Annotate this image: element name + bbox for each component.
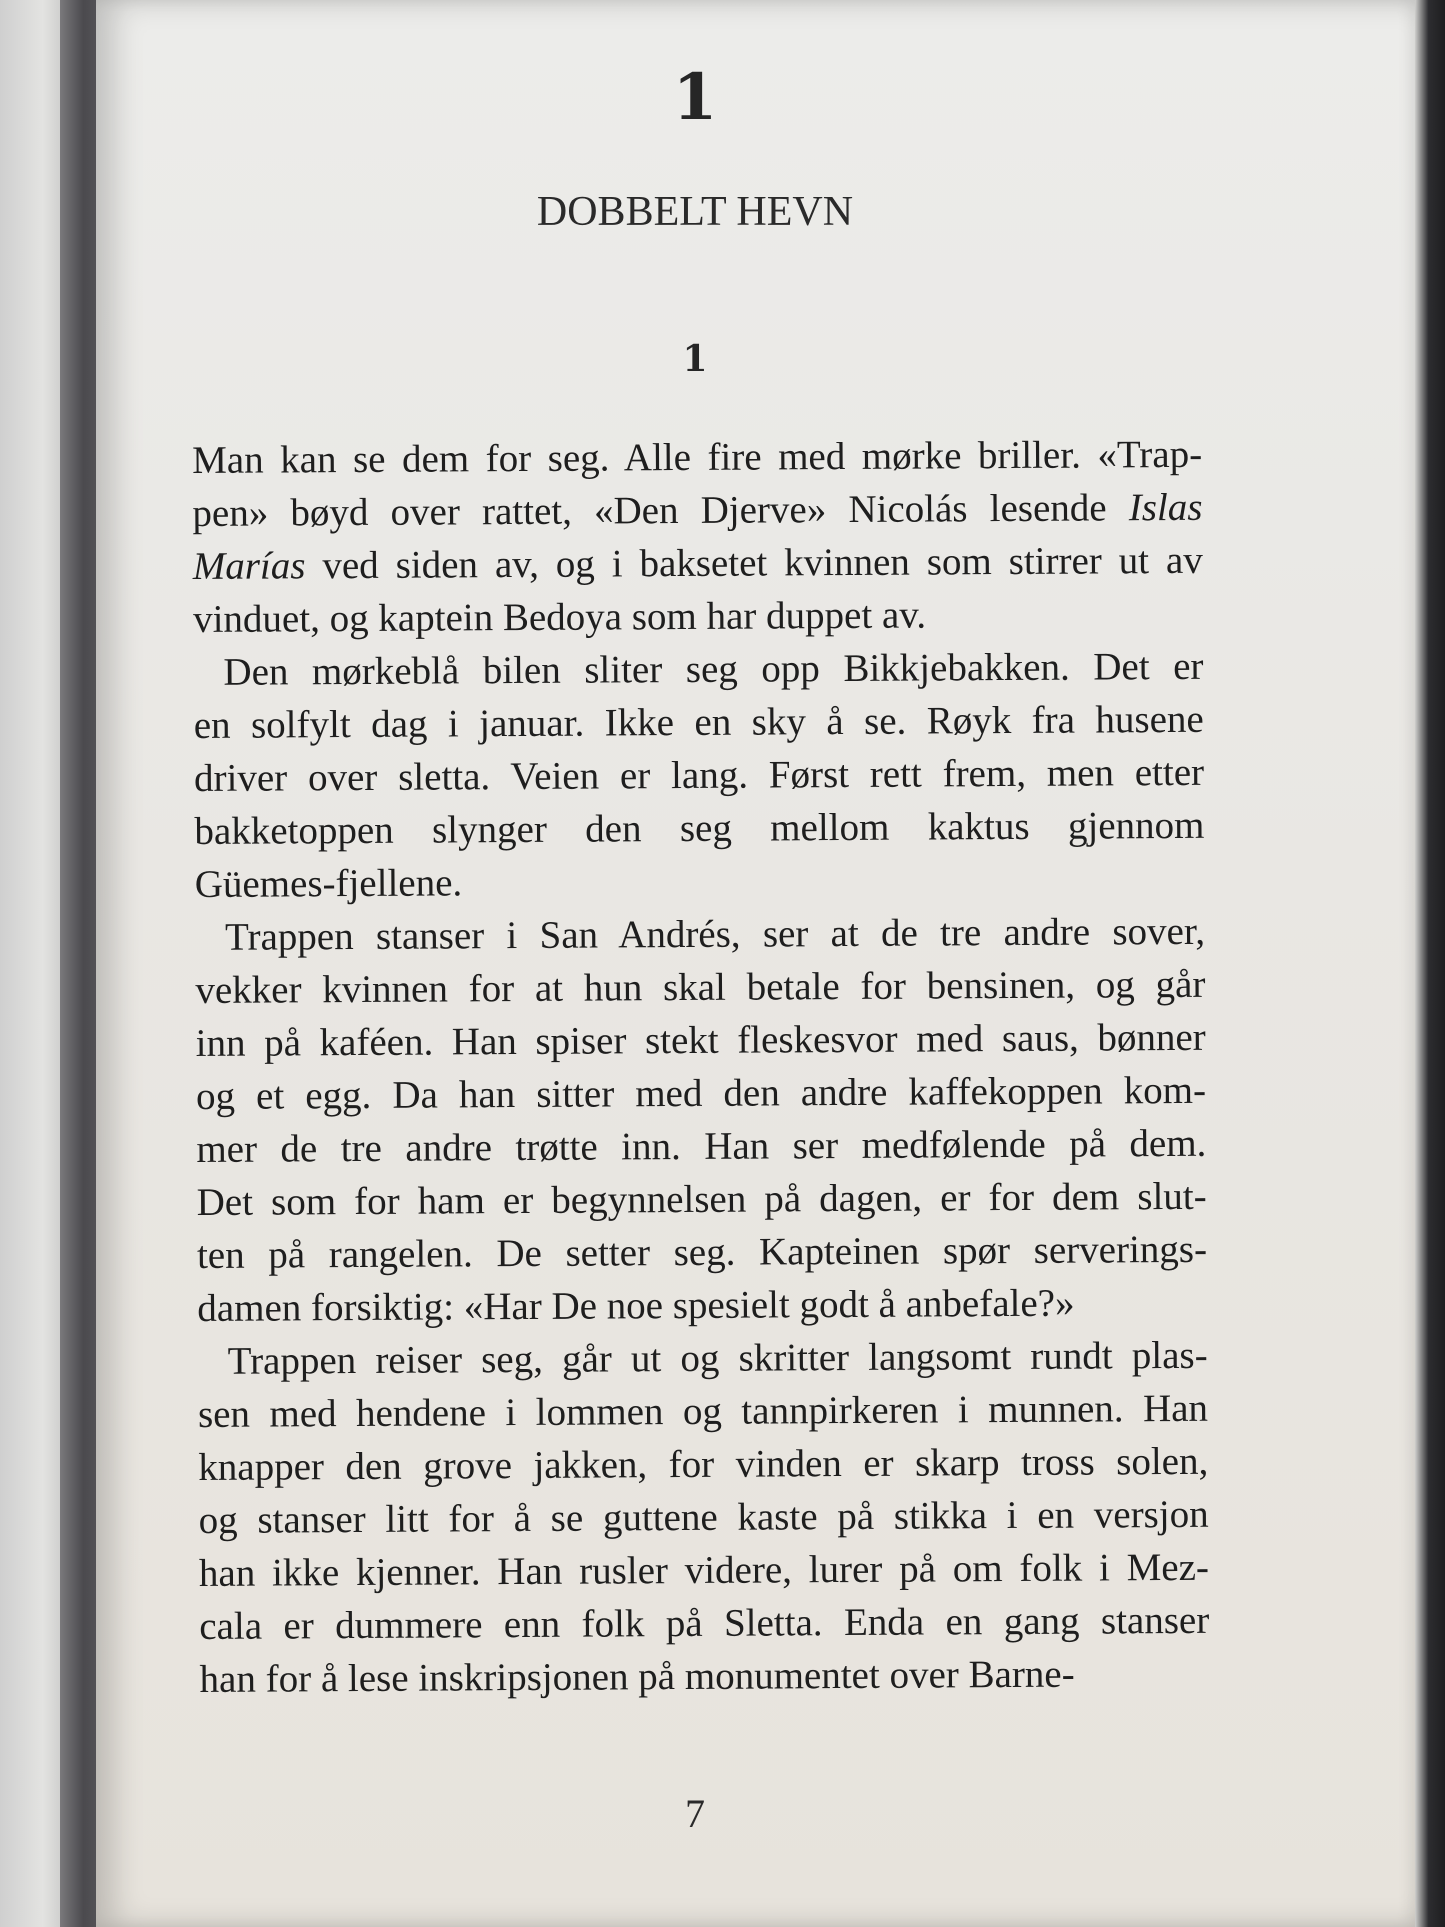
text-line: inn på kaféen. Han spiser stekt fleskesvor med saus, bønner bbox=[195, 1015, 1206, 1065]
text-line: cala er dummere enn folk på Sletta. Enda en gang stanser bbox=[199, 1598, 1210, 1648]
text-line: Güemes-fjellene. bbox=[194, 861, 463, 906]
text-line: vekker kvinnen for at hun skal betale for bensinen, og går bbox=[195, 962, 1206, 1012]
text-line: han ikke kjenner. Han rusler videre, lurer på om folk i Mez- bbox=[198, 1545, 1210, 1595]
text-line bbox=[193, 534, 1203, 593]
chapter-number: 1 bbox=[672, 60, 718, 135]
text-segment: ved siden av, og i baksetet kvinnen som stirrer ut av bbox=[305, 538, 1203, 588]
text-line: Man kan se dem for seg. Alle fire med mørke briller. «Trap- bbox=[192, 432, 1203, 482]
text-line: mer de tre andre trøtte inn. Han ser medfølende på dem. bbox=[196, 1121, 1207, 1171]
text-line: og et egg. Da han sitter med den andre kaffekoppen kom- bbox=[195, 1068, 1207, 1118]
text-line: Trappen reiser seg, går ut og skritter langsomt rundt plas- bbox=[227, 1333, 1208, 1383]
text-line: og stanser litt for å se guttene kaste på stikka i en versjon bbox=[198, 1492, 1209, 1542]
section-number: 1 bbox=[682, 338, 708, 380]
paragraph bbox=[198, 1329, 1210, 1706]
italic-title: Marías bbox=[192, 544, 306, 588]
text-line bbox=[192, 481, 1202, 540]
page-right-edge bbox=[1415, 0, 1445, 1927]
text-segment: pen» bøyd over rattet, «Den Djerve» Nicolás lesende bbox=[192, 486, 1129, 535]
text-line: knapper den grove jakken, for vinden er skarp tross solen, bbox=[198, 1439, 1209, 1489]
paragraph bbox=[193, 640, 1205, 911]
text-line: en solfylt dag i januar. Ikke en sky å se. Røyk fra husene bbox=[193, 697, 1204, 747]
page-number: 7 bbox=[685, 1791, 705, 1836]
text-line: driver over sletta. Veien er lang. Først rett frem, men etter bbox=[193, 750, 1205, 800]
text-line: ten på rangelen. De setter seg. Kapteinen spør serverings- bbox=[196, 1227, 1208, 1277]
text-line: sen med hendene i lommen og tannpirkeren i munnen. Han bbox=[197, 1386, 1209, 1436]
text-line: han for å lese inskripsjonen på monumentet over Barne- bbox=[199, 1652, 1075, 1701]
body-text bbox=[192, 428, 1210, 1706]
text-line: damen forsiktig: «Har De noe spesielt godt å anbefale?» bbox=[197, 1281, 1075, 1330]
text-line: Trappen stanser i San Andrés, ser at de tre andre sover, bbox=[224, 909, 1206, 959]
text-line: vinduet, og kaptein Bedoya som har duppet av. bbox=[193, 593, 927, 641]
chapter-title: DOBBELT HEVN bbox=[536, 189, 854, 235]
paragraph bbox=[195, 905, 1208, 1335]
paragraph bbox=[192, 428, 1203, 646]
text-line: Den mørkeblå bilen sliter seg opp Bikkjebakken. Det er bbox=[223, 644, 1204, 694]
text-line: bakketoppen slynger den seg mellom kaktus gjennom bbox=[194, 803, 1205, 853]
text-line: Det som for ham er begynnelsen på dagen, er for dem slut- bbox=[196, 1174, 1207, 1224]
italic-title: Islas bbox=[1128, 485, 1203, 530]
